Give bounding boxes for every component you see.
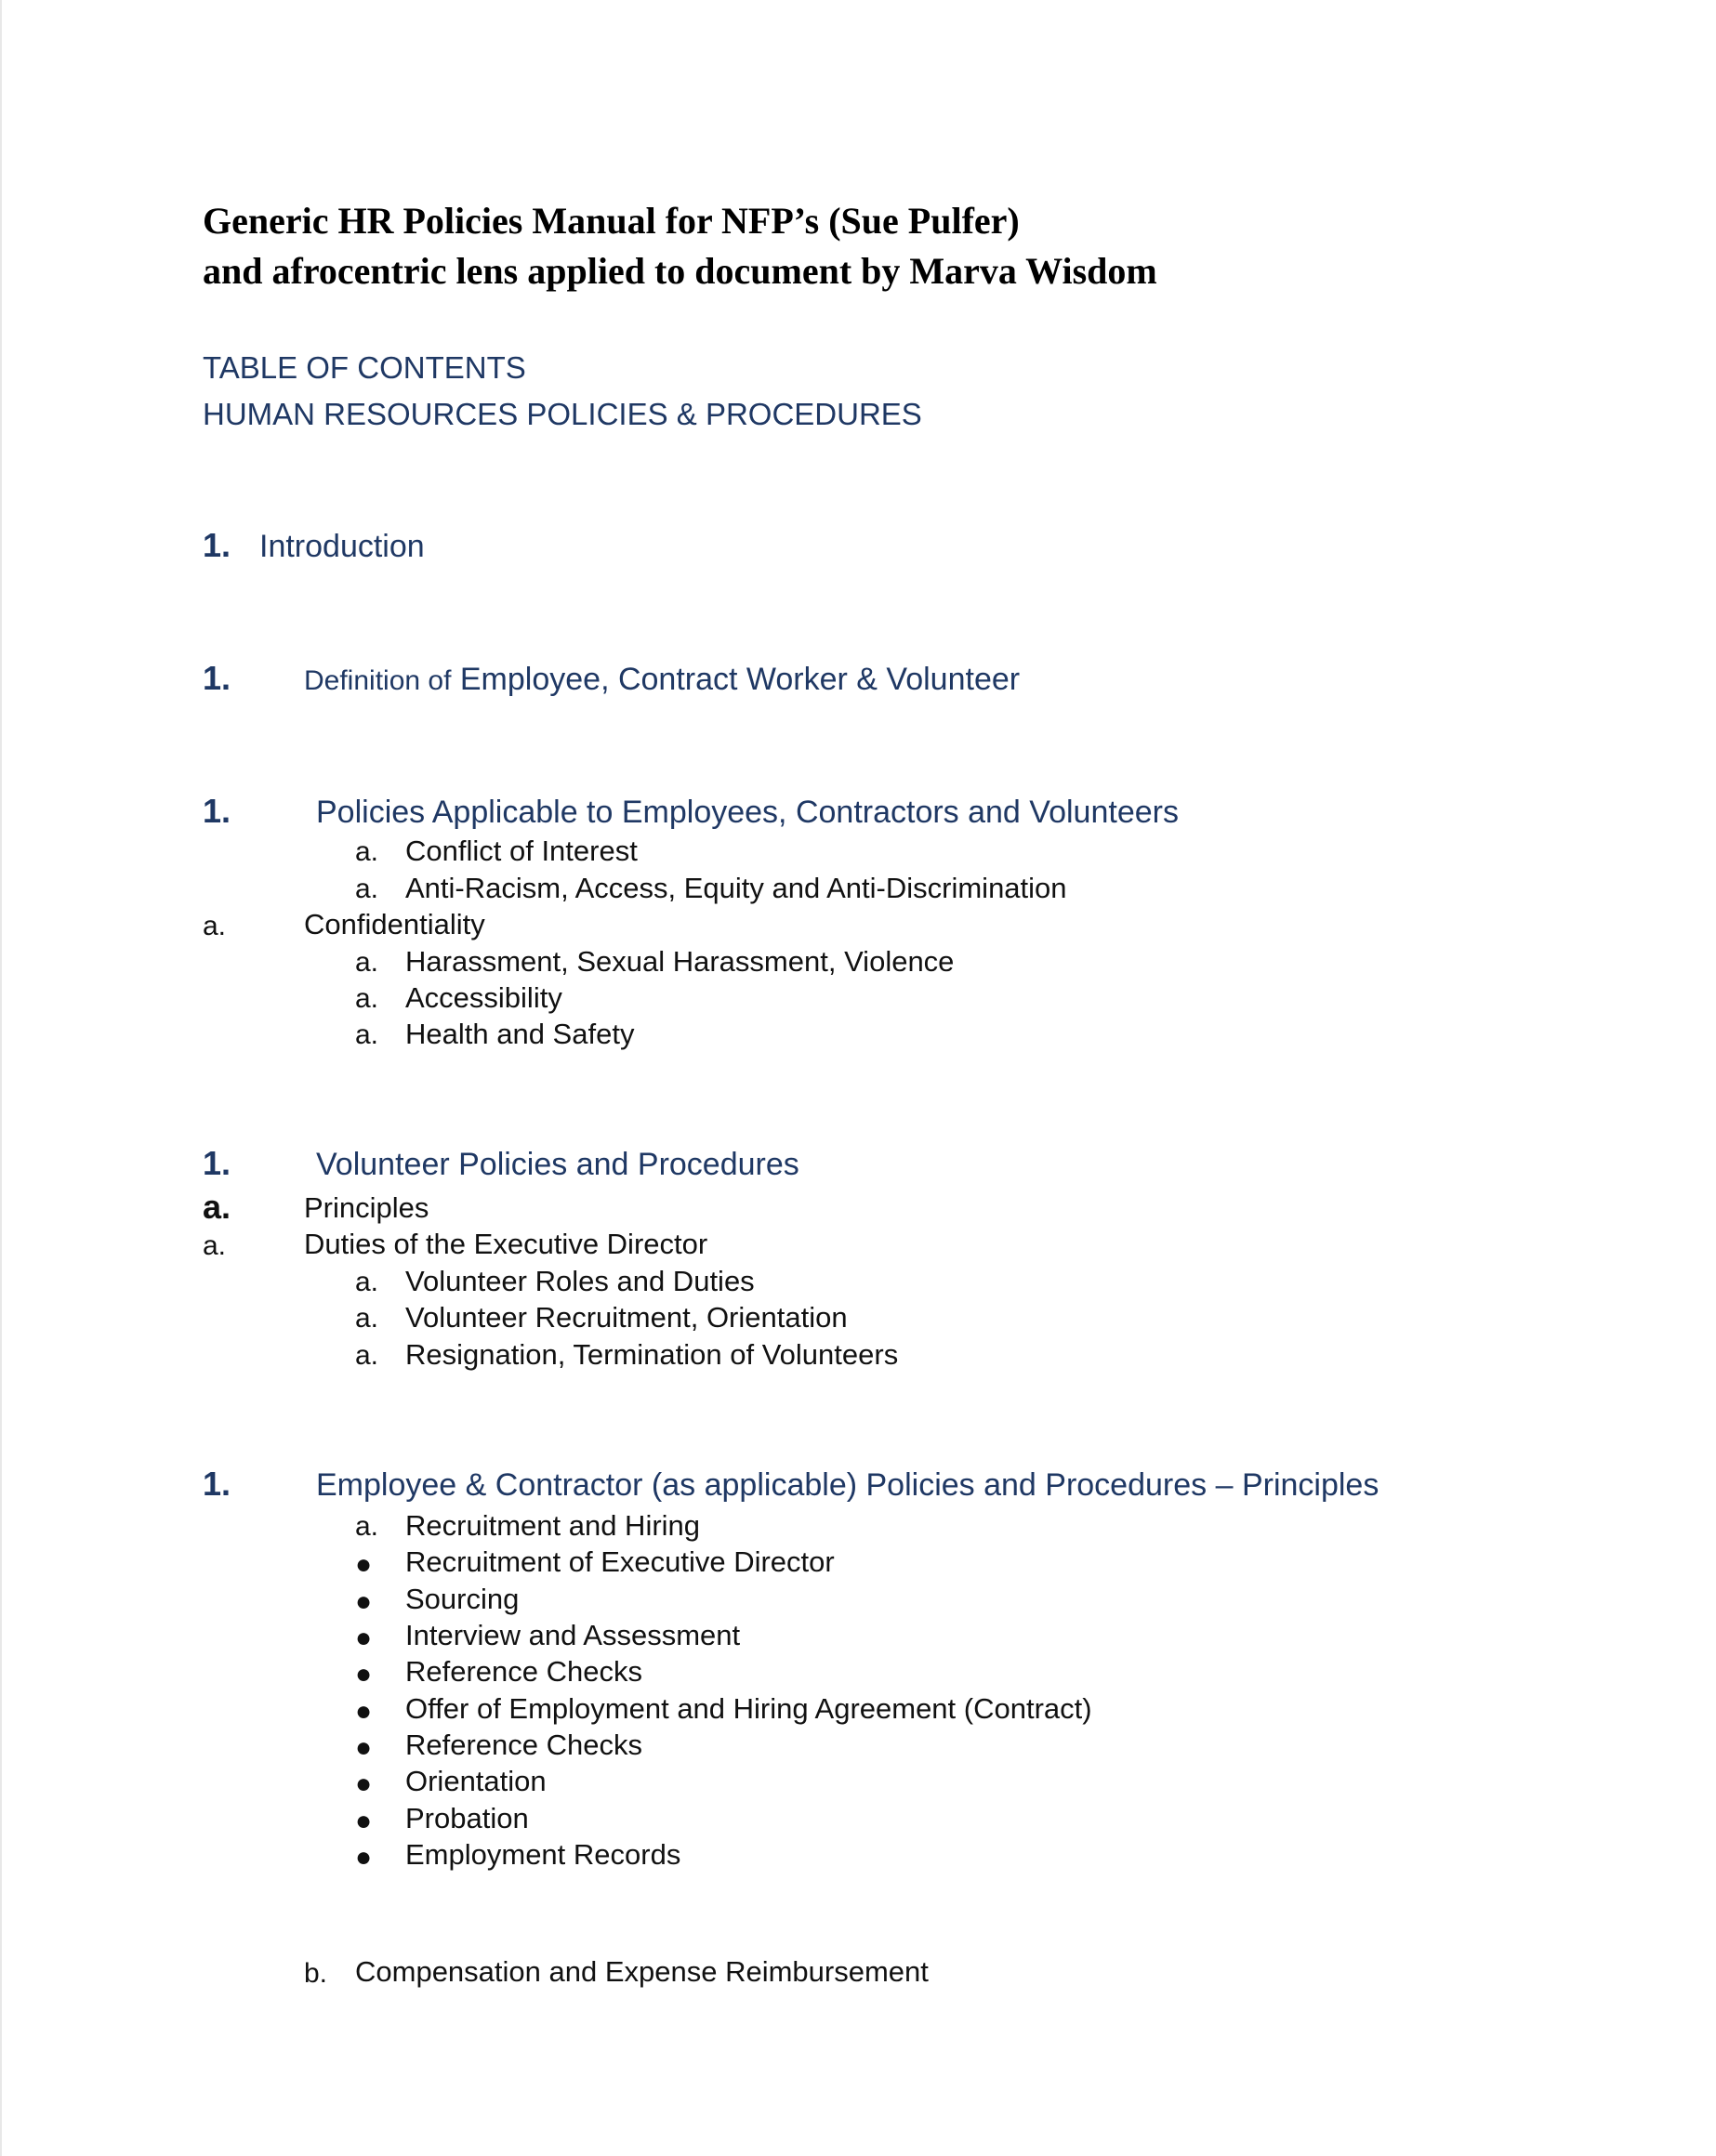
toc-bullet-entry: Orientation — [405, 1765, 547, 1797]
section-5-title: Employee & Contractor (as applicable) Policies and Procedures – Principles — [316, 1467, 1379, 1503]
bullet-icon: ● — [355, 1549, 373, 1580]
list-item-marker: a. — [355, 1267, 379, 1297]
toc-entry-confidentiality: Confidentiality — [304, 908, 485, 940]
section-4-title: Volunteer Policies and Procedures — [316, 1147, 799, 1182]
toc-bullet-entry: Probation — [405, 1802, 529, 1834]
toc-label: TABLE OF CONTENTS — [203, 350, 526, 385]
toc-entry-accessibility: Accessibility — [405, 981, 562, 1014]
section-1-title: Introduction — [259, 529, 425, 564]
toc-bullet-entry: Reference Checks — [405, 1655, 643, 1688]
bullet-icon: ● — [355, 1623, 373, 1653]
toc-entry-anti-racism: Anti-Racism, Access, Equity and Anti-Discrimination — [405, 872, 1067, 904]
section-3-number: 1. — [203, 792, 231, 830]
bullet-icon: ● — [355, 1586, 373, 1617]
toc-entry-harassment: Harassment, Sexual Harassment, Violence — [405, 945, 955, 978]
list-item-marker: a. — [355, 874, 379, 904]
bullet-icon: ● — [355, 1659, 373, 1689]
toc-entry-health-and-safety: Health and Safety — [405, 1018, 635, 1050]
toc-entry-principles: Principles — [304, 1191, 429, 1224]
toc-bullet-entry: Recruitment of Executive Director — [405, 1545, 835, 1578]
list-item-marker: a. — [355, 1340, 379, 1371]
toc-entry-conflict-of-interest: Conflict of Interest — [405, 835, 638, 867]
document-title-line-1: Generic HR Policies Manual for NFP’s (Sue Pulfer) — [203, 200, 1020, 242]
list-item-marker: a. — [203, 1230, 227, 1261]
list-item-marker: a. — [203, 1188, 231, 1226]
toc-entry-resignation-termination: Resignation, Termination of Volunteers — [405, 1338, 899, 1371]
list-item-marker: a. — [355, 1019, 379, 1050]
list-item-marker: a. — [355, 947, 379, 978]
list-item-marker: a. — [355, 1303, 379, 1334]
document-title-line-2: and afrocentric lens applied to document by Marva Wisdom — [203, 250, 1157, 292]
list-item-marker: a. — [203, 911, 227, 941]
section-2-title-lead: Definition of — [304, 665, 452, 696]
section-2-title — [304, 662, 1020, 698]
toc-bullet-entry: Reference Checks — [405, 1729, 643, 1761]
section-3-title: Policies Applicable to Employees, Contractors and Volunteers — [316, 795, 1179, 830]
section-1-number: 1. — [203, 526, 231, 564]
toc-entry-recruitment-and-hiring: Recruitment and Hiring — [405, 1509, 701, 1542]
section-5-number: 1. — [203, 1465, 231, 1503]
bullet-icon: ● — [355, 1842, 373, 1873]
toc-bullet-entry: Interview and Assessment — [405, 1619, 741, 1651]
bullet-icon: ● — [355, 1806, 373, 1836]
list-item-marker: a. — [355, 1511, 379, 1542]
toc-entry-volunteer-roles: Volunteer Roles and Duties — [405, 1265, 755, 1297]
bullet-icon: ● — [355, 1732, 373, 1763]
list-item-marker: a. — [355, 983, 379, 1014]
toc-bullet-entry: Offer of Employment and Hiring Agreement (Contract) — [405, 1692, 1092, 1725]
bullet-icon: ● — [355, 1768, 373, 1799]
toc-bullet-entry: Sourcing — [405, 1583, 520, 1615]
toc-bullet-entry: Employment Records — [405, 1838, 681, 1871]
toc-entry-compensation: Compensation and Expense Reimbursement — [355, 1955, 929, 1988]
list-item-marker: a. — [355, 836, 379, 867]
section-4-number: 1. — [203, 1144, 231, 1182]
toc-entry-volunteer-recruitment: Volunteer Recruitment, Orientation — [405, 1301, 848, 1334]
section-2-title-rest: Employee, Contract Worker & Volunteer — [451, 662, 1021, 697]
list-item-marker: b. — [304, 1958, 328, 1989]
bullet-icon: ● — [355, 1696, 373, 1727]
toc-subtitle: HUMAN RESOURCES POLICIES & PROCEDURES — [203, 397, 922, 431]
section-2-number: 1. — [203, 659, 231, 697]
toc-entry-duties-of-executive-director: Duties of the Executive Director — [304, 1228, 708, 1260]
